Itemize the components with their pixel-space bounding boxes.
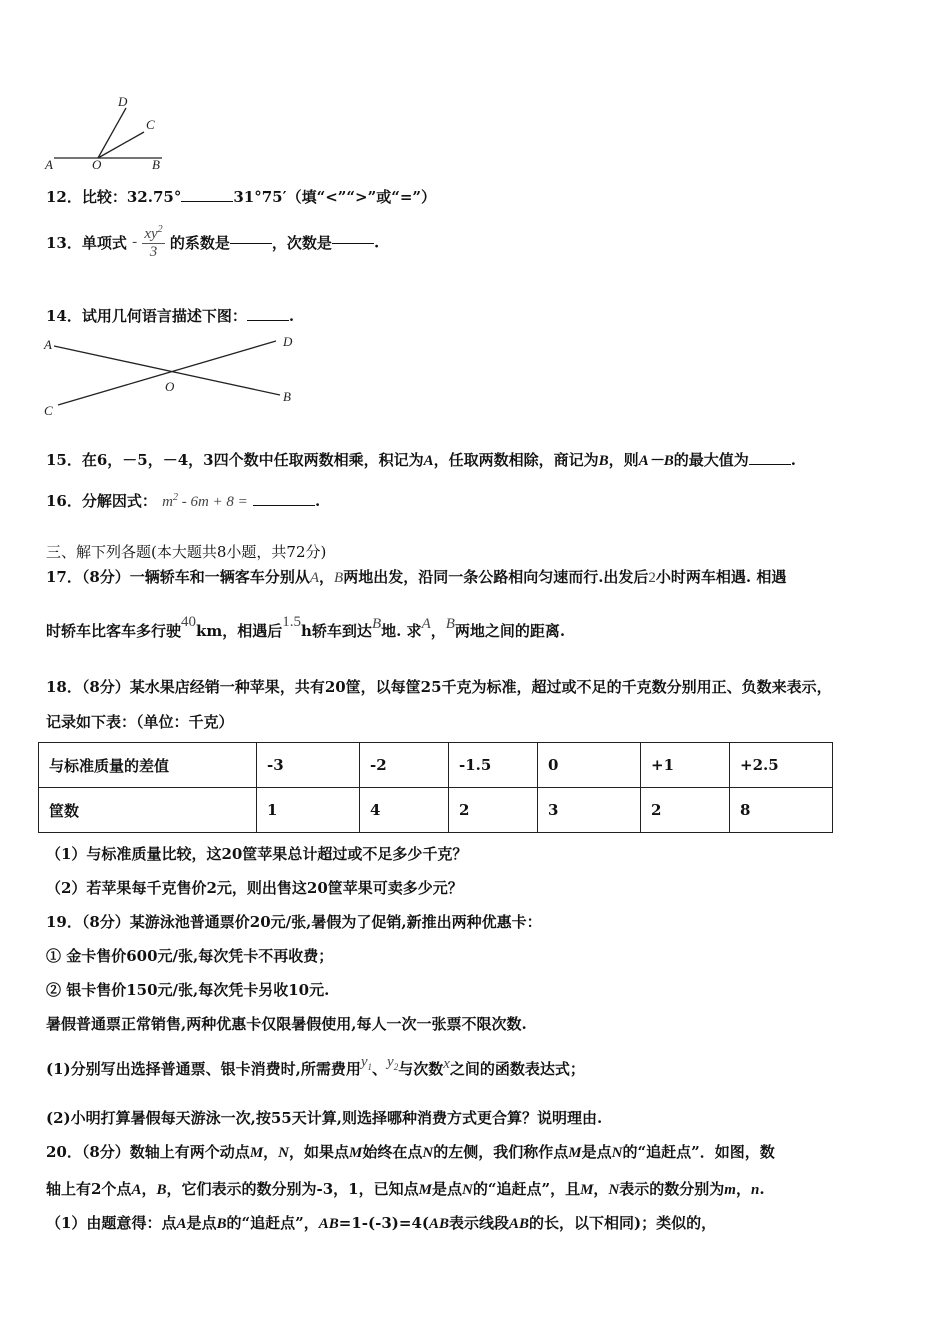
- question-15: 15．在6，－5，－4，3四个数中任取两数相乘，积记为A，任取两数相除，商记为B，则A－B的最大值为 .: [46, 451, 796, 469]
- question-20-line-3: （1）由题意得：点A是点B的“追赶点”，AB=1-(-3)=4(AB表示线段AB的长，以下相同)；类似的，: [46, 1214, 717, 1232]
- label-D: D: [118, 94, 128, 109]
- label-C: C: [44, 403, 53, 418]
- answer-blank: [247, 319, 289, 321]
- table-cell: 0: [538, 743, 641, 788]
- label-A: A: [44, 337, 52, 352]
- question-16: 16．分解因式： $m^2 - 6m + 8$ = .: [46, 492, 321, 510]
- question-17-line-1: 17．（8分）一辆轿车和一辆客车分别从A，B两地出发，沿同一条公路相向匀速而行.出发后2小时两车相遇. 相遇: [46, 568, 787, 586]
- section-heading: 三、解下列各题(本大题共8小题，共72分): [46, 543, 327, 561]
- label-O: O: [92, 157, 102, 172]
- question-14: 14．试用几何语言描述下图： .: [46, 307, 295, 325]
- question-18-sub-1: （1）与标准质量比较，这20筐苹果总计超过或不足多少千克？: [46, 845, 468, 863]
- question-19-line-3: ② 银卡售价150元/张,每次凭卡另收10元.: [46, 981, 330, 999]
- table-cell: 4: [360, 788, 449, 833]
- answer-blank: [749, 463, 791, 465]
- table-cell: +2.5: [730, 743, 833, 788]
- angle-figure: [40, 92, 180, 174]
- question-19-line-1: 19．（8分）某游泳池普通票价20元/张,暑假为了促销,新推出两种优惠卡：: [46, 913, 542, 931]
- table-cell: 筐数: [39, 788, 257, 833]
- label-C: C: [146, 117, 155, 132]
- table-cell: 8: [730, 788, 833, 833]
- question-18-line-1: 18．（8分）某水果店经销一种苹果，共有20筐，以每筐25千克为标准，超过或不足的千克数分别用正、负数来表示，: [46, 678, 832, 696]
- table-cell: 与标准质量的差值: [39, 743, 257, 788]
- question-18-line-2: 记录如下表：（单位：千克）: [46, 713, 234, 731]
- table-cell: 2: [449, 788, 538, 833]
- label-B: B: [152, 157, 160, 172]
- answer-blank: [332, 242, 374, 244]
- question-20-line-2: 轴上有2个点A，B，它们表示的数分别为-3，1，已知点M是点N的“追赶点”，且M，N表示的数分别为m，n.: [46, 1180, 765, 1198]
- record-table: [38, 742, 833, 833]
- question-20-line-1: 20．（8分）数轴上有两个动点M，N，如果点M始终在点N的左侧，我们称作点M是点N的“追赶点”．如图，数: [46, 1143, 775, 1161]
- table-cell: 1: [257, 788, 360, 833]
- intersecting-lines-figure: [40, 333, 310, 421]
- question-19-line-4: 暑假普通票正常销售,两种优惠卡仅限暑假使用,每人一次一张票不限次数.: [46, 1015, 527, 1033]
- math-expression: $m^2 - 6m + 8$ =: [162, 492, 248, 510]
- label-D: D: [283, 334, 293, 349]
- table-cell: 3: [538, 788, 641, 833]
- answer-blank: [253, 504, 315, 506]
- table-row: [39, 788, 833, 833]
- table-cell: +1: [641, 743, 730, 788]
- table-cell: -1.5: [449, 743, 538, 788]
- question-18-sub-2: （2）若苹果每千克售价2元，则出售这20筐苹果可卖多少元？: [46, 879, 463, 897]
- question-17-line-2: 时轿车比客车多行驶40km，相遇后1.5h轿车到达B地. 求A，B两地之间的距离.: [46, 614, 566, 640]
- label-B: B: [283, 389, 291, 404]
- question-12: 12．比较：32.75° 31°75′（填“<”“>”或“=”）: [46, 188, 437, 206]
- question-19-line-2: ① 金卡售价600元/张,每次凭卡不再收费；: [46, 947, 334, 965]
- answer-blank: [181, 200, 233, 202]
- question-19-line-6: (2)小明打算暑假每天游泳一次,按55天计算,则选择哪种消费方式更合算？说明理由.: [46, 1109, 603, 1127]
- label-A: A: [45, 157, 53, 172]
- question-19-line-5: (1)分别写出选择普通票、银卡消费时,所需费用$y_1$、$y_2$与次数x之间的函数表达式；: [46, 1054, 585, 1078]
- fraction: $\frac{xy^2}{3}$: [144, 224, 163, 260]
- question-13: 13．单项式 - $\frac{xy^2}{3}$ 的系数是 ，次数是 .: [46, 224, 380, 260]
- table-cell: -2: [360, 743, 449, 788]
- table-cell: 2: [641, 788, 730, 833]
- table-row: [39, 743, 833, 788]
- table-cell: -3: [257, 743, 360, 788]
- answer-blank: [230, 242, 272, 244]
- label-O: O: [165, 379, 175, 394]
